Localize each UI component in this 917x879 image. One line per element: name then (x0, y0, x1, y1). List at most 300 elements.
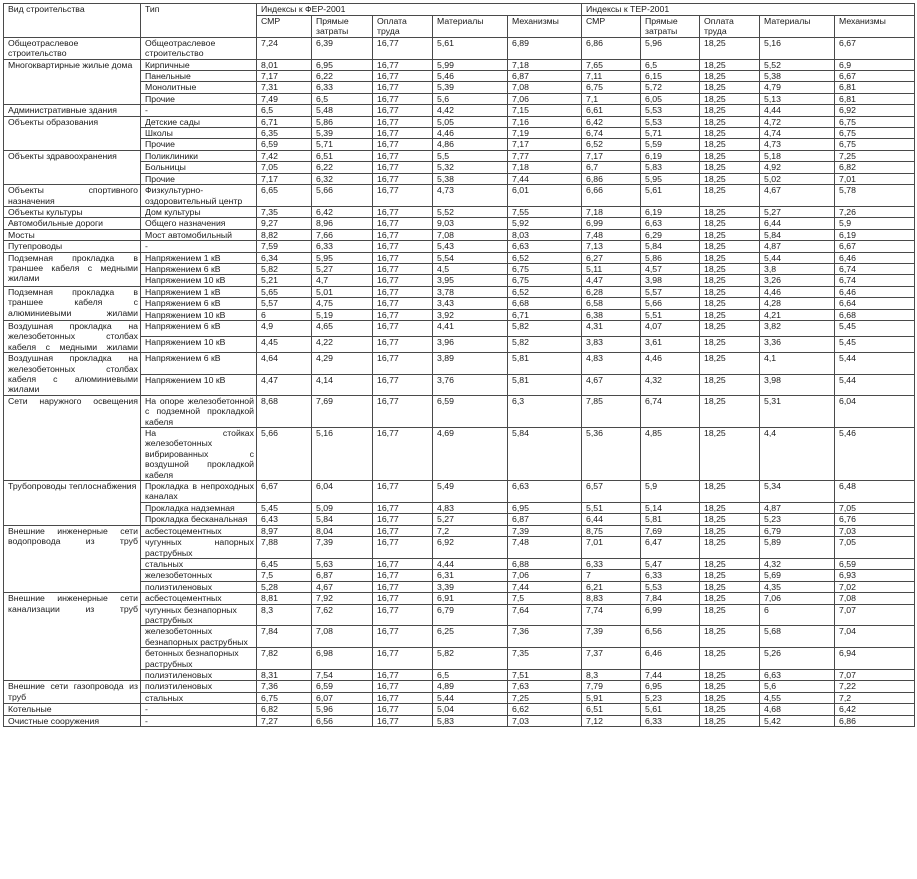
ter-index-value: 5,78 (835, 185, 915, 207)
ter-index-value: 6,04 (835, 395, 915, 427)
fer-index-value: 6,62 (508, 704, 582, 715)
fer-index-value: 16,77 (373, 263, 433, 274)
ter-index-value: 5,18 (760, 150, 835, 161)
fer-index-value: 7,54 (312, 669, 373, 680)
construction-kind-cell: Автомобильные дороги (4, 218, 141, 229)
ter-index-value: 5,16 (760, 37, 835, 59)
fer-index-value: 16,77 (373, 481, 433, 503)
ter-index-value: 6,27 (582, 252, 641, 263)
ter-index-value: 5,89 (760, 537, 835, 559)
fer-index-value: 6,59 (257, 139, 312, 150)
object-type-cell: полиэтиленовых (141, 581, 257, 592)
ter-index-value: 6,67 (835, 71, 915, 82)
object-type-cell: Поликлиники (141, 150, 257, 161)
fer-index-value: 6,39 (312, 37, 373, 59)
object-type-cell: На стойках железобетонных вибрированных с воздушной прокладкой кабеля (141, 428, 257, 481)
ter-index-value: 7,79 (582, 681, 641, 692)
object-type-cell: бетонных безнапорных раструбных (141, 648, 257, 670)
ter-index-value: 18,25 (700, 626, 760, 648)
ter-index-value: 7,08 (835, 593, 915, 604)
fer-index-value: 6,88 (508, 558, 582, 569)
header-ter-labor: Оплата труда (700, 16, 760, 38)
fer-index-value: 5,43 (433, 241, 508, 252)
ter-index-value: 7,22 (835, 681, 915, 692)
fer-index-value: 16,77 (373, 37, 433, 59)
ter-index-value: 6,21 (582, 581, 641, 592)
ter-index-value: 7,13 (582, 241, 641, 252)
fer-index-value: 16,77 (373, 395, 433, 427)
ter-index-value: 18,25 (700, 669, 760, 680)
object-type-cell: На опоре железобетонной с подземной прокладкой кабеля (141, 395, 257, 427)
fer-index-value: 16,77 (373, 704, 433, 715)
fer-index-value: 5,84 (312, 514, 373, 525)
fer-index-value: 5,63 (312, 558, 373, 569)
fer-index-value: 9,03 (433, 218, 508, 229)
fer-index-value: 4,65 (312, 320, 373, 336)
fer-index-value: 6,5 (257, 105, 312, 116)
ter-index-value: 18,25 (700, 681, 760, 692)
table-row (4, 298, 915, 309)
ter-index-value: 7,48 (582, 229, 641, 240)
fer-index-value: 8,96 (312, 218, 373, 229)
ter-index-value: 6,33 (641, 570, 700, 581)
ter-index-value: 6,75 (835, 116, 915, 127)
fer-index-value: 7,18 (508, 59, 582, 70)
ter-index-value: 3,26 (760, 275, 835, 286)
fer-index-value: 16,77 (373, 252, 433, 263)
fer-index-value: 7,31 (257, 82, 312, 93)
object-type-cell: - (141, 704, 257, 715)
fer-index-value: 5,05 (433, 116, 508, 127)
table-row (4, 218, 915, 229)
construction-kind-cell: Котельные (4, 704, 141, 715)
construction-kind-cell: Подземная прокладка в траншее кабеля с медными жилами (4, 252, 141, 286)
fer-index-value: 6,68 (508, 298, 582, 309)
fer-index-value: 5,65 (257, 286, 312, 297)
object-type-cell: Напряжением 1 кВ (141, 286, 257, 297)
ter-index-value: 5,59 (641, 139, 700, 150)
ter-index-value: 6,57 (582, 481, 641, 503)
table-body (4, 37, 915, 726)
fer-index-value: 5,46 (433, 71, 508, 82)
ter-index-value: 6,42 (582, 116, 641, 127)
fer-index-value: 8,81 (257, 593, 312, 604)
fer-index-value: 16,77 (373, 558, 433, 569)
ter-index-value: 6,99 (641, 604, 700, 626)
object-type-cell: Физкультурно-оздоровительный центр (141, 185, 257, 207)
ter-index-value: 18,25 (700, 116, 760, 127)
ter-index-value: 4,85 (641, 428, 700, 481)
object-type-cell: Напряжением 6 кВ (141, 298, 257, 309)
fer-index-value: 16,77 (373, 298, 433, 309)
fer-index-value: 6 (257, 309, 312, 320)
fer-index-value: 8,31 (257, 669, 312, 680)
fer-index-value: 7,36 (508, 626, 582, 648)
fer-index-value: 5,45 (257, 502, 312, 513)
fer-index-value: 5,32 (433, 162, 508, 173)
object-type-cell: Напряжением 10 кВ (141, 309, 257, 320)
ter-index-value: 6,58 (582, 298, 641, 309)
table-row (4, 604, 915, 626)
ter-index-value: 18,25 (700, 275, 760, 286)
fer-index-value: 3,89 (433, 353, 508, 374)
ter-index-value: 7,85 (582, 395, 641, 427)
fer-index-value: 7,06 (508, 93, 582, 104)
fer-index-value: 4,41 (433, 320, 508, 336)
table-header (4, 4, 915, 38)
ter-index-value: 3,98 (641, 275, 700, 286)
fer-index-value: 6,59 (312, 681, 373, 692)
fer-index-value: 6,42 (312, 206, 373, 217)
table-row (4, 353, 915, 374)
fer-index-value: 5,39 (312, 128, 373, 139)
ter-index-value: 4,92 (760, 162, 835, 173)
ter-index-value: 18,25 (700, 298, 760, 309)
fer-index-value: 7,08 (433, 229, 508, 240)
fer-index-value: 7,69 (312, 395, 373, 427)
ter-index-value: 5,53 (641, 116, 700, 127)
ter-index-value: 6,56 (641, 626, 700, 648)
fer-index-value: 16,77 (373, 206, 433, 217)
fer-index-value: 16,77 (373, 286, 433, 297)
construction-kind-cell: Воздушная прокладка на железобетонных столбах кабеля с алюминиевыми жилами (4, 353, 141, 396)
header-group-fer: Индексы к ФЕР-2001 (257, 4, 582, 16)
table-row (4, 395, 915, 427)
table-row (4, 116, 915, 127)
ter-index-value: 5,27 (760, 206, 835, 217)
object-type-cell: Прокладка в непроходных каналах (141, 481, 257, 503)
fer-index-value: 5,27 (433, 514, 508, 525)
ter-index-value: 7,03 (835, 525, 915, 536)
ter-index-value: 6,46 (641, 648, 700, 670)
construction-kind-cell: Объекты здравоохранения (4, 150, 141, 184)
fer-index-value: 16,77 (373, 648, 433, 670)
fer-index-value: 6,04 (312, 481, 373, 503)
object-type-cell: Напряжением 10 кВ (141, 337, 257, 353)
ter-index-value: 7,84 (641, 593, 700, 604)
fer-index-value: 6,75 (508, 263, 582, 274)
fer-index-value: 4,44 (433, 558, 508, 569)
construction-kind-cell: Подземная прокладка в траншее кабеля с алюминиевыми жилами (4, 286, 141, 320)
ter-index-value: 4,79 (760, 82, 835, 93)
object-type-cell: Монолитные (141, 82, 257, 93)
ter-index-value: 18,25 (700, 309, 760, 320)
ter-index-value: 7,25 (835, 150, 915, 161)
ter-index-value: 6,5 (641, 59, 700, 70)
ter-index-value: 18,25 (700, 395, 760, 427)
ter-index-value: 18,25 (700, 604, 760, 626)
fer-index-value: 8,03 (508, 229, 582, 240)
ter-index-value: 6,28 (582, 286, 641, 297)
ter-index-value: 4,67 (582, 374, 641, 395)
fer-index-value: 6,59 (433, 395, 508, 427)
fer-index-value: 5,19 (312, 309, 373, 320)
fer-index-value: 4,83 (433, 502, 508, 513)
fer-index-value: 6,98 (312, 648, 373, 670)
ter-index-value: 3,98 (760, 374, 835, 395)
ter-index-value: 6,74 (835, 263, 915, 274)
fer-index-value: 16,77 (373, 514, 433, 525)
table-row (4, 252, 915, 263)
ter-index-value: 7,04 (835, 626, 915, 648)
ter-index-value: 3,82 (760, 320, 835, 336)
fer-index-value: 6,25 (433, 626, 508, 648)
construction-kind-cell: Путепроводы (4, 241, 141, 252)
fer-index-value: 7,63 (508, 681, 582, 692)
table-row (4, 525, 915, 536)
fer-index-value: 8,97 (257, 525, 312, 536)
fer-index-value: 9,27 (257, 218, 312, 229)
ter-index-value: 6,86 (582, 173, 641, 184)
fer-index-value: 6,52 (508, 252, 582, 263)
fer-index-value: 4,69 (433, 428, 508, 481)
ter-index-value: 4,32 (641, 374, 700, 395)
ter-index-value: 5,38 (760, 71, 835, 82)
ter-index-value: 5,86 (641, 252, 700, 263)
fer-index-value: 7,03 (508, 715, 582, 726)
ter-index-value: 4,87 (760, 502, 835, 513)
object-type-cell: Мост автомобильный (141, 229, 257, 240)
ter-index-value: 5,34 (760, 481, 835, 503)
header-ter-machines: Механизмы (835, 16, 915, 38)
construction-kind-cell: Мосты (4, 229, 141, 240)
ter-index-value: 3,61 (641, 337, 700, 353)
ter-index-value: 18,25 (700, 537, 760, 559)
fer-index-value: 5,83 (433, 715, 508, 726)
table-row (4, 93, 915, 104)
ter-index-value: 18,25 (700, 241, 760, 252)
fer-index-value: 6,3 (508, 395, 582, 427)
ter-index-value: 7,74 (582, 604, 641, 626)
fer-index-value: 7,06 (508, 570, 582, 581)
ter-index-value: 5,57 (641, 286, 700, 297)
fer-index-value: 4,73 (433, 185, 508, 207)
fer-index-value: 7,36 (257, 681, 312, 692)
ter-index-value: 18,25 (700, 218, 760, 229)
ter-index-value: 6,81 (835, 82, 915, 93)
ter-index-value: 6,92 (835, 105, 915, 116)
ter-index-value: 5,13 (760, 93, 835, 104)
table-row (4, 692, 915, 703)
fer-index-value: 4,89 (433, 681, 508, 692)
ter-index-value: 18,25 (700, 105, 760, 116)
ter-index-value: 7,37 (582, 648, 641, 670)
fer-index-value: 16,77 (373, 241, 433, 252)
fer-index-value: 16,77 (373, 59, 433, 70)
table-row (4, 105, 915, 116)
ter-index-value: 18,25 (700, 692, 760, 703)
ter-index-value: 4,67 (760, 185, 835, 207)
ter-index-value: 5,71 (641, 128, 700, 139)
table-row (4, 128, 915, 139)
table-row (4, 173, 915, 184)
ter-index-value: 7,07 (835, 669, 915, 680)
table-row (4, 681, 915, 692)
ter-index-value: 5,84 (760, 229, 835, 240)
table-row (4, 229, 915, 240)
header-ter-materials: Материалы (760, 16, 835, 38)
fer-index-value: 7,17 (508, 139, 582, 150)
object-type-cell: - (141, 105, 257, 116)
construction-kind-cell: Объекты культуры (4, 206, 141, 217)
fer-index-value: 5,27 (312, 263, 373, 274)
table-row (4, 59, 915, 70)
ter-index-value: 5,72 (641, 82, 700, 93)
fer-index-value: 7,24 (257, 37, 312, 59)
fer-index-value: 5,28 (257, 581, 312, 592)
fer-index-value: 16,77 (373, 604, 433, 626)
object-type-cell: асбестоцементных (141, 525, 257, 536)
fer-index-value: 3,96 (433, 337, 508, 353)
fer-index-value: 7,17 (257, 173, 312, 184)
object-type-cell: Напряжением 10 кВ (141, 275, 257, 286)
ter-index-value: 6,59 (835, 558, 915, 569)
ter-index-value: 5,69 (760, 570, 835, 581)
table-row (4, 558, 915, 569)
ter-index-value: 5,46 (835, 428, 915, 481)
fer-index-value: 16,77 (373, 71, 433, 82)
ter-index-value: 6,86 (582, 37, 641, 59)
ter-index-value: 5,61 (641, 185, 700, 207)
fer-index-value: 16,77 (373, 581, 433, 592)
ter-index-value: 5,23 (760, 514, 835, 525)
ter-index-value: 5,23 (641, 692, 700, 703)
fer-index-value: 16,77 (373, 428, 433, 481)
ter-index-value: 7,2 (835, 692, 915, 703)
fer-index-value: 16,77 (373, 669, 433, 680)
table-row (4, 570, 915, 581)
table-row (4, 337, 915, 353)
ter-index-value: 6,44 (582, 514, 641, 525)
fer-index-value: 4,75 (312, 298, 373, 309)
fer-index-value: 16,77 (373, 116, 433, 127)
fer-index-value: 7,35 (508, 648, 582, 670)
fer-index-value: 5,38 (433, 173, 508, 184)
table-row (4, 82, 915, 93)
fer-index-value: 16,77 (373, 525, 433, 536)
header-fer-materials: Материалы (433, 16, 508, 38)
fer-index-value: 6,43 (257, 514, 312, 525)
ter-index-value: 7,11 (582, 71, 641, 82)
ter-index-value: 4,31 (582, 320, 641, 336)
fer-index-value: 7,5 (508, 593, 582, 604)
fer-index-value: 5,52 (433, 206, 508, 217)
fer-index-value: 7,77 (508, 150, 582, 161)
fer-index-value: 5,71 (312, 139, 373, 150)
object-type-cell: - (141, 241, 257, 252)
fer-index-value: 5,82 (508, 320, 582, 336)
fer-index-value: 16,77 (373, 692, 433, 703)
fer-index-value: 6,5 (433, 669, 508, 680)
ter-index-value: 5,6 (760, 681, 835, 692)
fer-index-value: 7,15 (508, 105, 582, 116)
fer-index-value: 8,3 (257, 604, 312, 626)
fer-index-value: 7,49 (257, 93, 312, 104)
ter-index-value: 6,52 (582, 139, 641, 150)
fer-index-value: 7,2 (433, 525, 508, 536)
table-row (4, 150, 915, 161)
ter-index-value: 7,26 (835, 206, 915, 217)
fer-index-value: 8,68 (257, 395, 312, 427)
fer-index-value: 16,77 (373, 353, 433, 374)
fer-index-value: 3,39 (433, 581, 508, 592)
fer-index-value: 6,5 (312, 93, 373, 104)
ter-index-value: 18,25 (700, 37, 760, 59)
ter-index-value: 18,25 (700, 353, 760, 374)
fer-index-value: 16,77 (373, 593, 433, 604)
ter-index-value: 18,25 (700, 581, 760, 592)
ter-index-value: 6,66 (582, 185, 641, 207)
table-row (4, 139, 915, 150)
fer-index-value: 7,19 (508, 128, 582, 139)
table-row (4, 263, 915, 274)
fer-index-value: 7,16 (508, 116, 582, 127)
fer-index-value: 7,17 (257, 71, 312, 82)
ter-index-value: 18,25 (700, 704, 760, 715)
ter-index-value: 5,11 (582, 263, 641, 274)
ter-index-value: 18,25 (700, 82, 760, 93)
object-type-cell: Детские сады (141, 116, 257, 127)
object-type-cell: Напряжением 10 кВ (141, 374, 257, 395)
ter-index-value: 4,07 (641, 320, 700, 336)
ter-index-value: 7,65 (582, 59, 641, 70)
table-row (4, 206, 915, 217)
ter-index-value: 18,25 (700, 139, 760, 150)
ter-index-value: 18,25 (700, 286, 760, 297)
ter-index-value: 5,83 (641, 162, 700, 173)
fer-index-value: 6,51 (312, 150, 373, 161)
ter-index-value: 7,18 (582, 206, 641, 217)
ter-index-value: 6,15 (641, 71, 700, 82)
ter-index-value: 7,07 (835, 604, 915, 626)
fer-index-value: 5,95 (312, 252, 373, 263)
construction-kind-cell: Трубопроводы теплоснабжения (4, 481, 141, 526)
table-row (4, 320, 915, 336)
construction-kind-cell: Очистные сооружения (4, 715, 141, 726)
ter-index-value: 6,19 (641, 206, 700, 217)
ter-index-value: 6,42 (835, 704, 915, 715)
ter-index-value: 5,66 (641, 298, 700, 309)
ter-index-value: 7,39 (582, 626, 641, 648)
fer-index-value: 7,08 (508, 82, 582, 93)
ter-index-value: 5,53 (641, 105, 700, 116)
ter-index-value: 5,14 (641, 502, 700, 513)
table-row (4, 669, 915, 680)
fer-index-value: 7,88 (257, 537, 312, 559)
fer-index-value: 5,82 (508, 337, 582, 353)
fer-index-value: 7,27 (257, 715, 312, 726)
object-type-cell: Школы (141, 128, 257, 139)
ter-index-value: 18,25 (700, 162, 760, 173)
fer-index-value: 7,62 (312, 604, 373, 626)
fer-index-value: 16,77 (373, 374, 433, 395)
ter-index-value: 5,36 (582, 428, 641, 481)
fer-index-value: 7,48 (508, 537, 582, 559)
ter-index-value: 5,51 (641, 309, 700, 320)
fer-index-value: 6,71 (508, 309, 582, 320)
ter-index-value: 18,25 (700, 715, 760, 726)
ter-index-value: 6,63 (760, 669, 835, 680)
fer-index-value: 7,18 (508, 162, 582, 173)
fer-index-value: 6,63 (508, 241, 582, 252)
ter-index-value: 6,05 (641, 93, 700, 104)
ter-index-value: 6,46 (835, 252, 915, 263)
fer-index-value: 6,79 (433, 604, 508, 626)
ter-index-value: 18,25 (700, 71, 760, 82)
ter-index-value: 4,87 (760, 241, 835, 252)
object-type-cell: Общего назначения (141, 218, 257, 229)
fer-index-value: 16,77 (373, 570, 433, 581)
